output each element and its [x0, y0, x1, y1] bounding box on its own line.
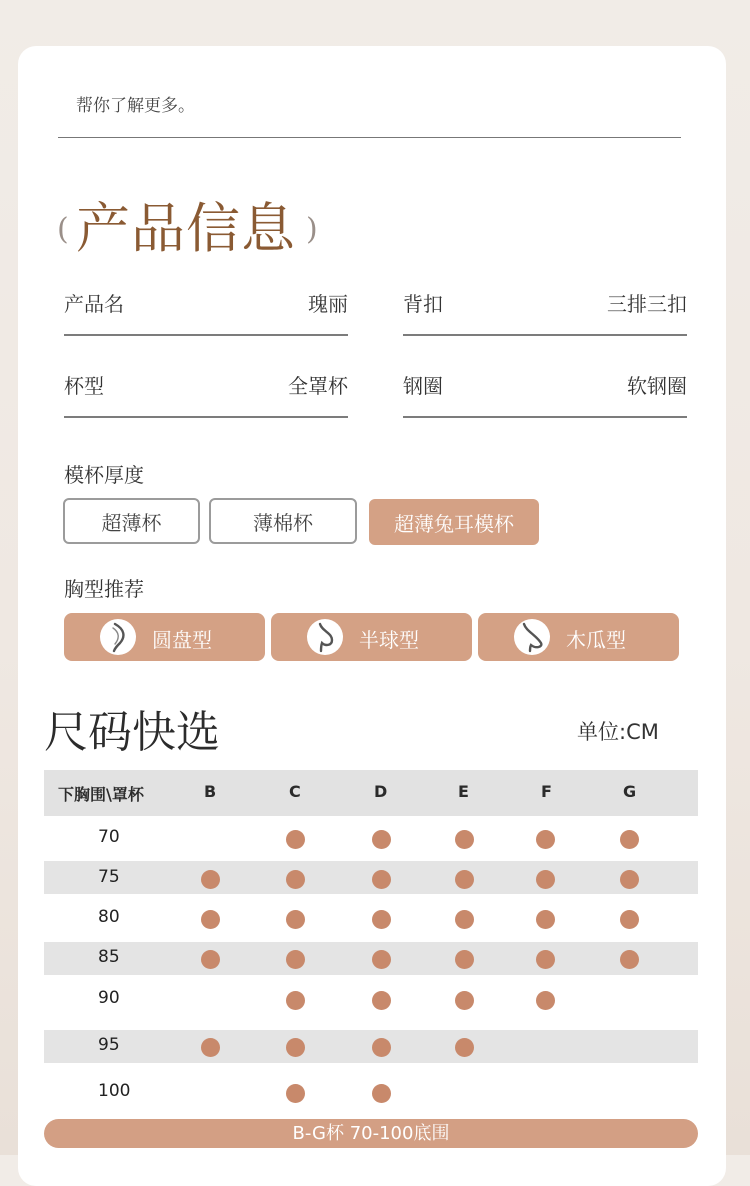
size-table-header [44, 770, 698, 816]
band-label: 80 [98, 907, 120, 927]
size-available-dot[interactable] [620, 870, 639, 889]
size-available-dot[interactable] [455, 870, 474, 889]
size-available-dot[interactable] [536, 950, 555, 969]
size-available-dot[interactable] [201, 910, 220, 929]
field-label: 背扣 [403, 292, 443, 316]
size-available-dot[interactable] [372, 991, 391, 1010]
shape-option-papaya[interactable] [478, 613, 679, 661]
size-available-dot[interactable] [372, 910, 391, 929]
size-available-dot[interactable] [536, 830, 555, 849]
row-stripe [44, 1030, 698, 1063]
size-available-dot[interactable] [372, 1084, 391, 1103]
section-title-product-info: 产品信息 [76, 197, 296, 260]
row-stripe [44, 861, 698, 894]
shape-option-hemisphere[interactable] [271, 613, 472, 661]
size-available-dot[interactable] [286, 1084, 305, 1103]
band-label: 90 [98, 988, 120, 1008]
size-available-dot[interactable] [620, 910, 639, 929]
shape-label: 半球型 [359, 628, 419, 652]
shape-label: 圆盘型 [152, 628, 212, 652]
size-available-dot[interactable] [536, 991, 555, 1010]
header-cup-e: E [458, 782, 469, 801]
size-chart-title: 尺码快选 [44, 707, 220, 758]
band-label: 70 [98, 827, 120, 847]
header-cup-g: G [623, 782, 637, 801]
size-available-dot[interactable] [455, 910, 474, 929]
intro-text: 帮你了解更多。 [76, 96, 195, 116]
size-available-dot[interactable] [286, 950, 305, 969]
field-cup-type [64, 370, 348, 418]
size-available-dot[interactable] [455, 1038, 474, 1057]
shape-option-round-disc[interactable] [64, 613, 265, 661]
size-available-dot[interactable] [372, 870, 391, 889]
field-underwire [403, 370, 687, 418]
size-available-dot[interactable] [286, 830, 305, 849]
size-available-dot[interactable] [372, 950, 391, 969]
row-stripe [44, 942, 698, 975]
band-label: 95 [98, 1035, 120, 1055]
unit-label: 单位:CM [577, 720, 659, 744]
header-cup-c: C [289, 782, 301, 801]
option-thin-padded-cup[interactable]: 薄棉杯 [209, 498, 357, 544]
size-available-dot[interactable] [201, 950, 220, 969]
field-product-name [64, 288, 348, 336]
field-label: 产品名 [64, 292, 124, 316]
bracket-left: ( [57, 212, 69, 247]
size-available-dot[interactable] [620, 830, 639, 849]
size-available-dot[interactable] [536, 910, 555, 929]
size-available-dot[interactable] [286, 991, 305, 1010]
size-available-dot[interactable] [536, 870, 555, 889]
field-label: 杯型 [64, 374, 104, 398]
size-available-dot[interactable] [201, 870, 220, 889]
field-value: 软钢圈 [627, 374, 687, 398]
size-available-dot[interactable] [286, 910, 305, 929]
header-cup-b: B [204, 782, 217, 801]
header-cup-f: F [541, 782, 552, 801]
size-available-dot[interactable] [372, 830, 391, 849]
size-available-dot[interactable] [372, 1038, 391, 1057]
size-available-dot[interactable] [455, 830, 474, 849]
band-label: 75 [98, 867, 120, 887]
header-cup-d: D [374, 782, 388, 801]
size-available-dot[interactable] [286, 1038, 305, 1057]
size-available-dot[interactable] [455, 950, 474, 969]
papaya-shape-icon [514, 619, 550, 655]
field-value: 三排三扣 [607, 292, 687, 316]
field-label: 钢圈 [403, 374, 443, 398]
field-value: 全罩杯 [288, 374, 348, 398]
hemisphere-shape-icon [307, 619, 343, 655]
field-value: 瑰丽 [308, 292, 348, 316]
header-band-cup: 下胸围\罩杯 [58, 785, 144, 804]
cup-thickness-label: 模杯厚度 [64, 463, 144, 487]
size-available-dot[interactable] [201, 1038, 220, 1057]
divider [58, 137, 681, 138]
bracket-right: ) [306, 212, 318, 247]
field-back-closure [403, 288, 687, 336]
option-ultra-thin-cup[interactable]: 超薄杯 [63, 498, 200, 544]
option-ultra-thin-bunny-ear-cup[interactable]: 超薄兔耳模杯 [369, 499, 539, 545]
band-label: 85 [98, 947, 120, 967]
shape-label: 木瓜型 [566, 628, 626, 652]
size-range-bar: B-G杯 70-100底围 [44, 1119, 698, 1148]
band-label: 100 [98, 1081, 131, 1101]
breast-shape-label: 胸型推荐 [64, 577, 144, 601]
size-available-dot[interactable] [286, 870, 305, 889]
size-available-dot[interactable] [455, 991, 474, 1010]
size-available-dot[interactable] [620, 950, 639, 969]
round-disc-shape-icon [100, 619, 136, 655]
